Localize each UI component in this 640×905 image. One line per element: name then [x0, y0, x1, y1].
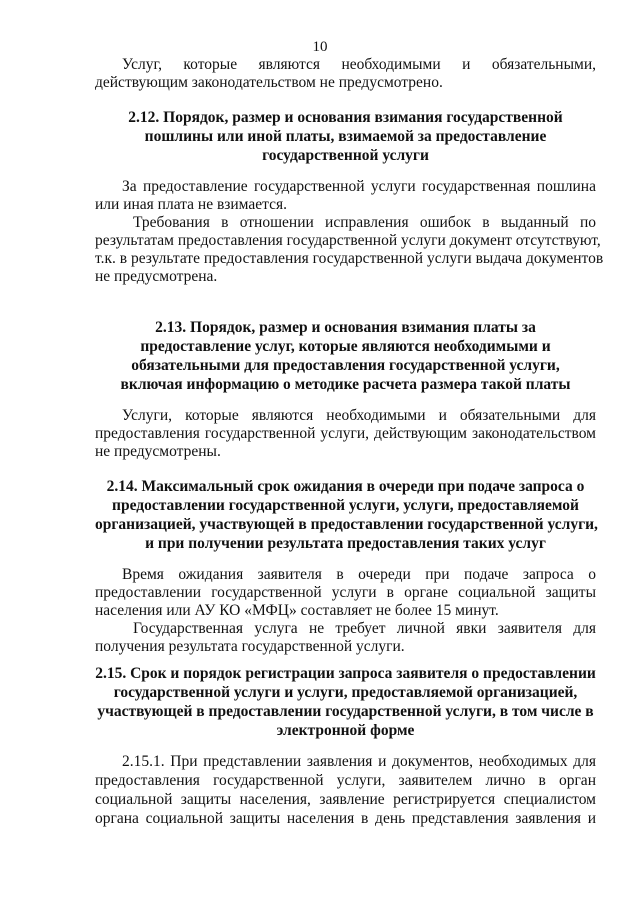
intro-line-2: действующим законодательством не предусмотрено.	[95, 74, 443, 91]
paragraph-line: предоставления государственной услуги, действующим законодательством	[95, 425, 596, 442]
paragraph-line: т.к. в результате предоставления государственной услуги выдача документов	[95, 250, 604, 267]
section-2-14-heading: и при получении результата предоставления таких услуг	[145, 535, 546, 552]
paragraph-line: социальной защиты населения, заявление регистрируется специалистом	[95, 791, 596, 808]
intro-line-1	[122, 56, 596, 74]
paragraph-line: 2.15.1. При представлении заявления и документов, необходимых для	[122, 753, 596, 770]
section-2-15-heading: электронной форме	[276, 722, 415, 739]
intro-word: Услуг,	[122, 56, 162, 73]
section-2-14-heading: организацией, участвующей в предоставлении государственной услуги,	[95, 516, 598, 533]
section-2-13-heading: обязательными для предоставления государственной услуги,	[131, 357, 560, 374]
paragraph-line: Услуги, которые являются необходимыми и обязательными для	[122, 407, 596, 424]
paragraph-line: предоставления государственной услуги, заявителем лично в орган	[95, 772, 596, 789]
page-number: 10	[312, 39, 328, 55]
paragraph-line: получения результата государственной услуги.	[95, 638, 405, 655]
section-2-13-heading: включая информацию о методике расчета размера такой платы	[120, 376, 571, 393]
intro-word: и	[462, 56, 471, 73]
section-2-12-heading: государственной услуги	[262, 147, 429, 164]
intro-word: необходимыми	[341, 56, 441, 73]
intro-word: обязательными,	[491, 56, 596, 73]
paragraph-line: населения или АУ КО «МФЦ» составляет не более 15 минут.	[95, 602, 499, 619]
paragraph-line: органа социальной защиты населения в день представления заявления и	[95, 810, 596, 827]
paragraph-line: или иная плата не взимается.	[95, 196, 287, 213]
intro-word: являются	[258, 56, 320, 73]
paragraph-line: За предоставление государственной услуги государственная пошлина	[122, 178, 596, 195]
section-2-13-heading: 2.13. Порядок, размер и основания взимания платы за	[155, 319, 536, 336]
section-2-15-heading: участвующей в предоставлении государственной услуги, в том числе в	[97, 703, 594, 720]
paragraph-line: Время ожидания заявителя в очереди при подаче запроса о	[122, 566, 596, 583]
paragraph-line: результатам предоставления государственной услуги документ отсутствуют,	[95, 232, 601, 249]
section-2-12-heading: 2.12. Порядок, размер и основания взимания государственной	[128, 109, 563, 126]
paragraph-line: не предусмотрены.	[95, 443, 221, 460]
section-2-13-heading: предоставление услуг, которые являются необходимыми и	[140, 338, 551, 355]
intro-word: которые	[183, 56, 238, 73]
section-2-15-heading: государственной услуги и услуги, предоставляемой организацией,	[113, 684, 578, 701]
section-2-14-heading: предоставлении государственной услуги, услуги, предоставляемой	[112, 497, 579, 514]
section-2-14-heading: 2.14. Максимальный срок ожидания в очереди при подаче запроса о	[106, 478, 585, 495]
paragraph-line: не предусмотрена.	[95, 268, 218, 285]
paragraph-line: предоставлении государственной услуги в органе социальной защиты	[95, 584, 596, 601]
section-2-12-heading: пошлины или иной платы, взимаемой за предоставление	[144, 128, 547, 145]
paragraph-line: Требования в отношении исправления ошибок в выданный по	[133, 214, 596, 231]
paragraph-line: Государственная услуга не требует личной явки заявителя для	[133, 620, 596, 637]
section-2-15-heading: 2.15. Срок и порядок регистрации запроса заявителя о предоставлении	[95, 665, 596, 682]
